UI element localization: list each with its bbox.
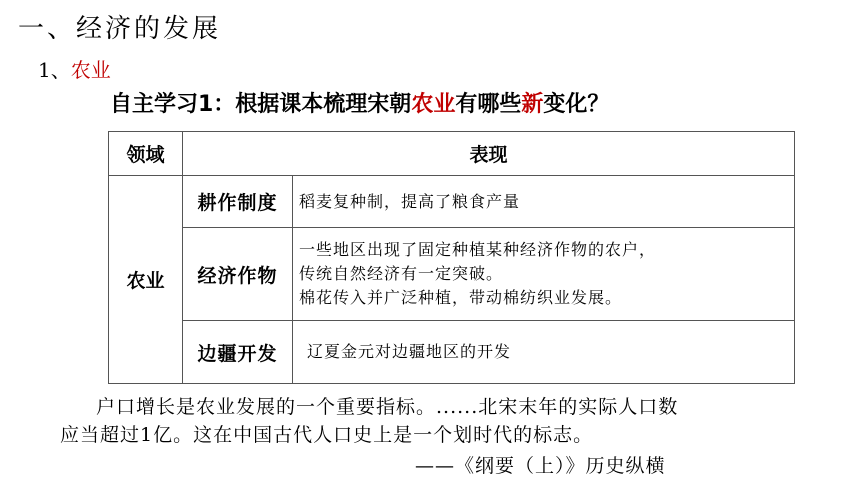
table-header-row	[109, 132, 795, 176]
quote-source: ——《纲要（上）》历史纵横	[415, 455, 666, 477]
row-name-frontier: 边疆开发	[183, 321, 293, 384]
question-highlight-new: 新	[521, 92, 544, 117]
desc-line: 一些地区出现了固定种植某种经济作物的农户，	[299, 240, 657, 259]
row-desc-cash-crops	[293, 228, 795, 321]
row-desc-frontier	[293, 321, 795, 384]
desc-line: 棉花传入并广泛种植，带动棉纺织业发展。	[299, 288, 623, 307]
table-row	[109, 321, 795, 384]
question-suffix: 变化？	[543, 92, 610, 117]
header-field: 领域	[109, 132, 183, 176]
question-highlight-agriculture: 农业	[411, 92, 456, 117]
header-performance: 表现	[183, 132, 795, 176]
subsection-heading	[38, 54, 111, 83]
row-name-farming-system: 耕作制度	[183, 176, 293, 228]
table-row	[109, 176, 795, 228]
category-cell: 农业	[109, 176, 183, 384]
paragraph-line-2: 应当超过1亿。这在中国古代人口史上是一个划时代的标志。	[60, 424, 594, 446]
study-question	[110, 87, 609, 118]
paragraph-line-1: 户口增长是农业发展的一个重要指标。......北宋末年的实际人口数	[96, 396, 679, 418]
desc-line: 传统自然经济有一定突破。	[299, 264, 504, 283]
question-mid: 有哪些	[455, 92, 522, 117]
agriculture-table	[108, 131, 795, 384]
subsection-label: 农业	[70, 58, 111, 82]
subsection-number: 1、	[38, 58, 71, 82]
row-desc-farming-system	[293, 176, 795, 228]
desc-line: 辽夏金元对边疆地区的开发	[307, 342, 512, 361]
table-row	[109, 228, 795, 321]
question-prefix: 自主学习1：根据课本梳理宋朝	[110, 92, 412, 117]
row-name-cash-crops: 经济作物	[183, 228, 293, 321]
section-title: 一、经济的发展	[18, 14, 222, 44]
desc-line: 稻麦复种制，提高了粮食产量	[299, 191, 521, 211]
quote-paragraph	[60, 393, 820, 449]
